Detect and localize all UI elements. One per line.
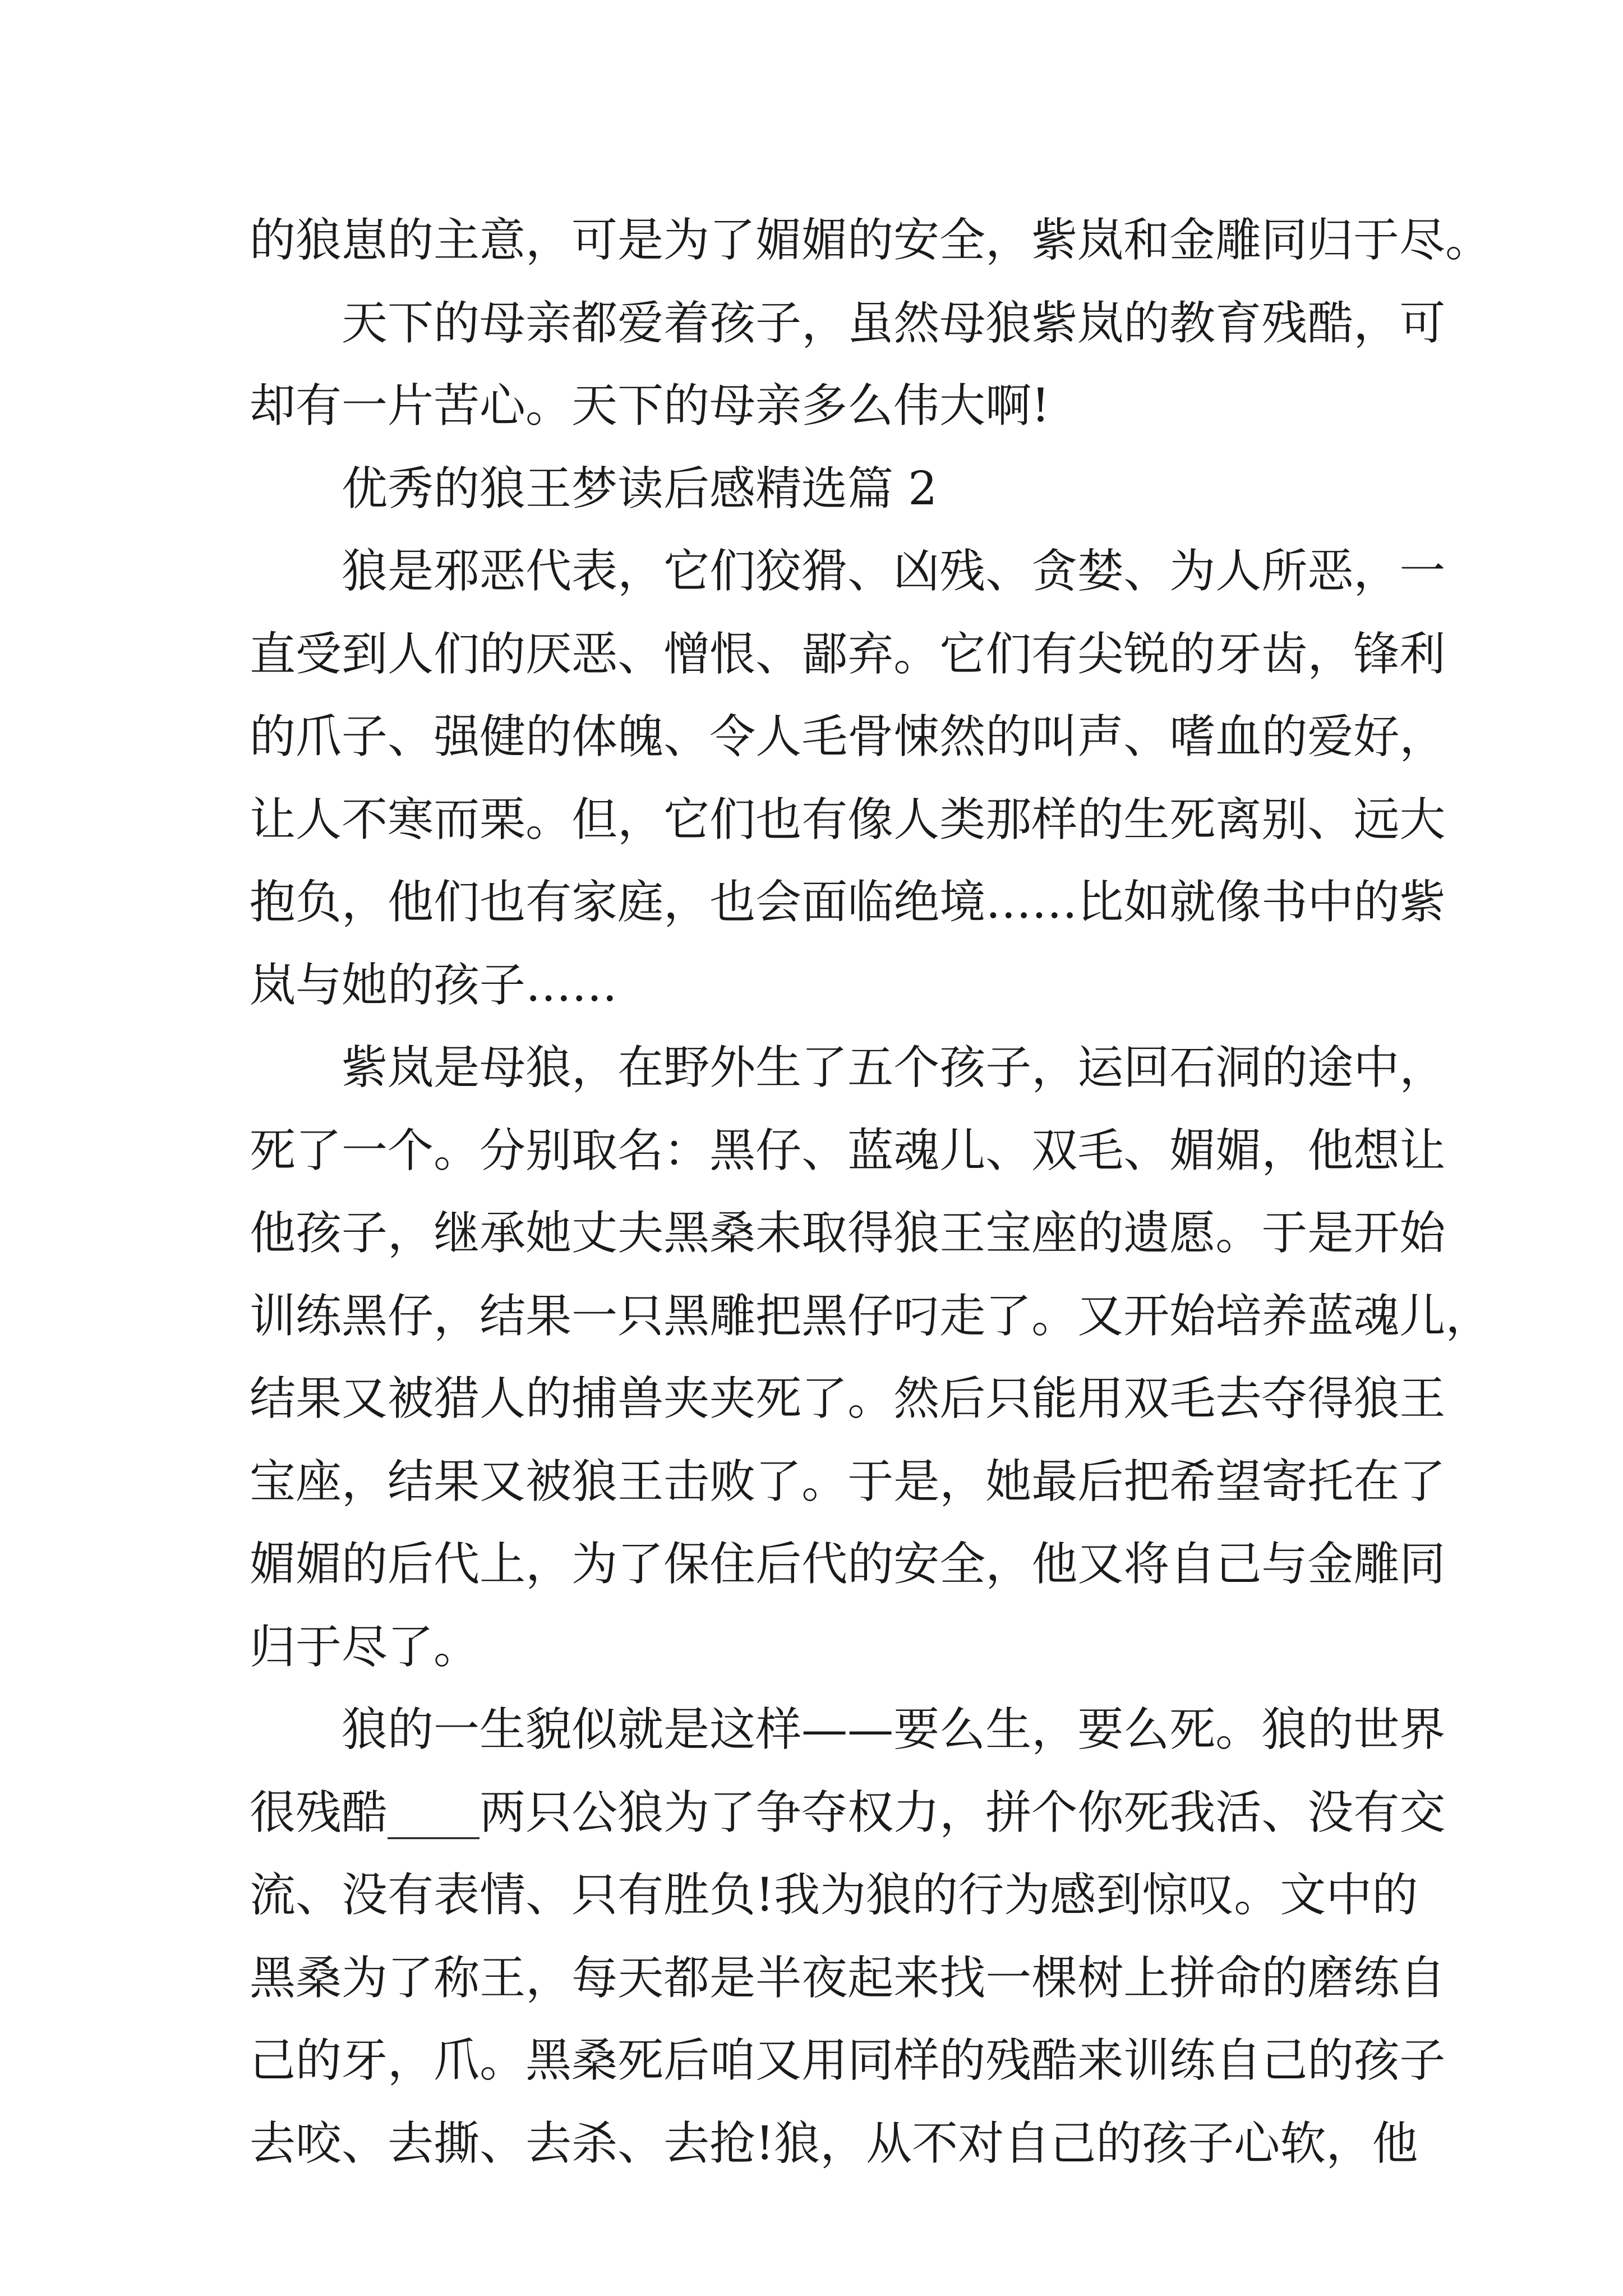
text-line: 的狼崽的主意，可是为了媚媚的安全，紫岚和金雕同归于尽。 — [250, 214, 1492, 267]
text-line: 他 孩 子 ， 继 承 她 丈 夫 黑 桑 未 取 得 狼 王 宝 座 的 遗 愿 。 于 是 开 始 — [250, 1207, 1446, 1260]
text-line: 流 、 没 有 表 情 、 只 有 胜 负 ! 我 为 狼 的 行 为 感 到 惊 叹 。 文 中 的 — [250, 1869, 1418, 1922]
text-line: 己 的 牙 ， 爪 。 黑 桑 死 后 咱 又 用 同 样 的 残 酷 来 训 练 自 己 的 孩 子 — [250, 2034, 1446, 2087]
text-line: 很 残 酷 _ _ _ _ 两 只 公 狼 为 了 争 夺 权 力 ， 拼 个 你 死 我 活 、 没 有 交 — [250, 1786, 1446, 1839]
text-line: 结 果 又 被 猎 人 的 捕 兽 夹 夹 死 了 。 然 后 只 能 用 双 毛 去 夺 得 狼 王 — [250, 1372, 1446, 1425]
text-line: 的 爪 子 、 强 健 的 体 魄 、 令 人 毛 骨 悚 然 的 叫 声 、 嗜 血 的 爱 好 ， — [250, 710, 1446, 763]
text-line: 狼 是 邪 恶 代 表 ， 它 们 狡 猾 、 凶 残 、 贪 婪 、 为 人 所 恶 ， 一 — [342, 545, 1446, 598]
text-line: 紫 岚 是 母 狼 ， 在 野 外 生 了 五 个 孩 子 ， 运 回 石 洞 的 途 中 ， — [342, 1041, 1446, 1094]
text-line: 抱 负 ， 他 们 也 有 家 庭 ， 也 会 面 临 绝 境 … … 比 如 就 像 书 中 的 紫 — [250, 876, 1446, 929]
text-line: 却有一片苦心。天下的母亲多么伟大啊! — [250, 379, 1050, 432]
text-line: 黑 桑 为 了 称 王 ， 每 天 都 是 半 夜 起 来 找 一 棵 树 上 拼 命 的 磨 练 自 — [250, 1951, 1446, 2005]
text-line: 宝 座 ， 结 果 又 被 狼 王 击 败 了 。 于 是 ， 她 最 后 把 希 望 寄 托 在 了 — [250, 1455, 1446, 1508]
text-line: 岚与她的孩子…… — [250, 958, 618, 1012]
text-line: 直 受 到 人 们 的 厌 恶 、 憎 恨 、 鄙 弃 。 它 们 有 尖 锐 的 牙 齿 ， 锋 利 — [250, 627, 1446, 681]
text-line: 归于尽了。 — [250, 1620, 480, 1674]
text-line: 狼 的 一 生 貌 似 就 是 这 样 — — 要 么 生 ， 要 么 死 。 狼 的 世 界 — [342, 1703, 1446, 1756]
text-line: 媚 媚 的 后 代 上 ， 为 了 保 住 后 代 的 安 全 ， 他 又 将 自 己 与 金 雕 同 — [250, 1538, 1446, 1591]
text-line: 优秀的狼王梦读后感精选篇 2 — [342, 462, 938, 516]
text-line: 天 下 的 母 亲 都 爱 着 孩 子 ， 虽 然 母 狼 紫 岚 的 教 育 残 酷 ， 可 — [342, 296, 1446, 350]
text-line: 训 练 黑 仔 ， 结 果 一 只 黑 雕 把 黑 仔 叼 走 了 。 又 开 始 培 养 蓝 魂 儿 ， — [250, 1289, 1492, 1343]
text-line: 让 人 不 寒 而 栗 。 但 ， 它 们 也 有 像 人 类 那 样 的 生 死 离 别 、 远 大 — [250, 793, 1446, 846]
text-line: 死 了 一 个 。 分 别 取 名 ： 黑 仔 、 蓝 魂 儿 、 双 毛 、 媚 媚 ， 他 想 让 — [250, 1124, 1446, 1177]
body-text — [250, 199, 1492, 2185]
text-line: 去 咬 、 去 撕 、 去 杀 、 去 抢 ! 狼 ， 从 不 对 自 己 的 孩 子 心 软 ， 他 — [250, 2116, 1418, 2170]
